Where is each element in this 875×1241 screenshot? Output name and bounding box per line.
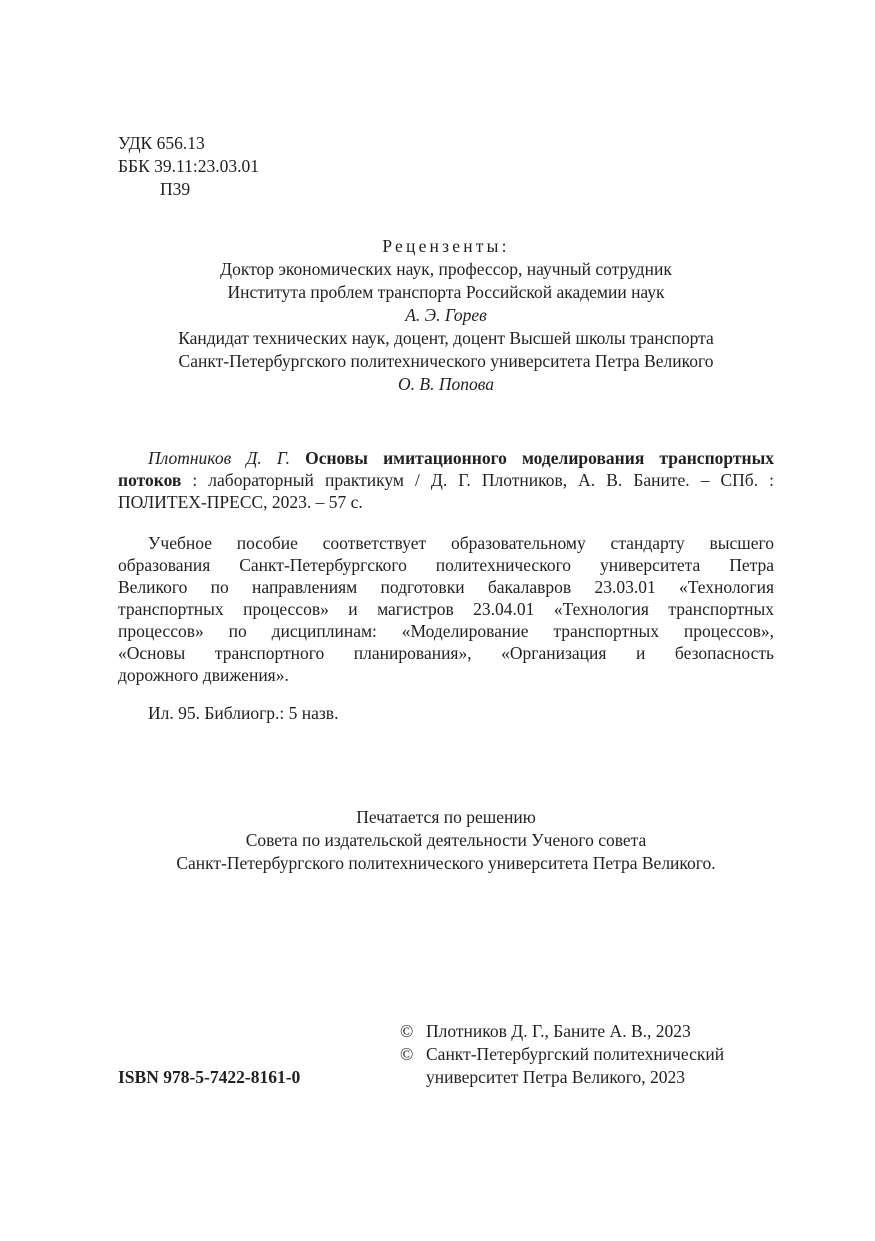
biblio-line-1 bbox=[118, 447, 774, 469]
isbn: ISBN 978-5-7422-8161-0 bbox=[118, 1067, 301, 1087]
copyright-university bbox=[400, 1044, 724, 1065]
bibliographic-record bbox=[118, 447, 774, 513]
biblio-line-2 bbox=[118, 469, 774, 491]
reviewer1-institution: Института проблем транспорта Российской академии наук bbox=[227, 282, 665, 302]
annotation-line: дорожного движения». bbox=[118, 665, 289, 685]
bbk-code: ББК 39.11:23.03.01 bbox=[118, 156, 259, 176]
publication-decision-line3: Санкт-Петербургского политехнического университета Петра Великого. bbox=[176, 853, 716, 873]
copyright-authors bbox=[400, 1021, 691, 1042]
biblio-title-part2: потоков bbox=[118, 470, 182, 490]
biblio-details: : лабораторный практикум / Д. Г. Плотников, А. В. Баните. – СПб. : bbox=[181, 470, 774, 490]
copyright-holder1: Плотников Д. Г., Баните А. В., 2023 bbox=[426, 1021, 691, 1041]
reviewers-heading: Рецензенты: bbox=[382, 236, 510, 256]
copyright-holder2-line2: университет Петра Великого, 2023 bbox=[426, 1067, 686, 1087]
publication-decision-line1: Печатается по решению bbox=[356, 807, 536, 827]
reviewer2-position: Кандидат технических наук, доцент, доцент Высшей школы транспорта bbox=[178, 328, 714, 348]
publication-decision-line2: Совета по издательской деятельности Ученого совета bbox=[245, 830, 647, 850]
reviewer1-name: А. Э. Горев bbox=[405, 305, 487, 325]
reviewer1-position: Доктор экономических наук, профессор, научный сотрудник bbox=[220, 259, 672, 279]
copyright-icon: © bbox=[400, 1044, 414, 1064]
annotation-line: «Основы транспортного планирования», «Организация и безопасность bbox=[118, 643, 774, 663]
annotation-line: процессов» по дисциплинам: «Моделирование транспортных процессов», bbox=[118, 621, 774, 641]
biblio-author: Плотников Д. Г. bbox=[148, 448, 290, 468]
copyright-icon: © bbox=[400, 1021, 414, 1041]
udk-code: УДК 656.13 bbox=[118, 133, 205, 153]
annotation-line: транспортных процессов» и магистров 23.04.01 «Технология транспортных bbox=[118, 599, 774, 619]
reviewer2-institution: Санкт-Петербургского политехнического университета Петра Великого bbox=[178, 351, 714, 371]
annotation-line: Великого по направлениям подготовки бакалавров 23.03.01 «Технология bbox=[118, 577, 774, 597]
biblio-publisher: ПОЛИТЕХ-ПРЕСС, 2023. – 57 с. bbox=[118, 492, 363, 512]
annotation-line: образования Санкт-Петербургского политехнического университета Петра bbox=[118, 555, 774, 575]
reviewer2-name: О. В. Попова bbox=[398, 374, 494, 394]
author-code: П39 bbox=[160, 179, 191, 199]
annotation bbox=[118, 532, 774, 686]
copyright-holder2-line1: Санкт-Петербургский политехнический bbox=[426, 1044, 725, 1064]
annotation-line: Учебное пособие соответствует образовательному стандарту высшего bbox=[148, 533, 774, 553]
biblio-title-part1: Основы имитационного моделирования транспортных bbox=[305, 448, 774, 468]
illustrations-count: Ил. 95. Библиогр.: 5 назв. bbox=[148, 703, 339, 723]
